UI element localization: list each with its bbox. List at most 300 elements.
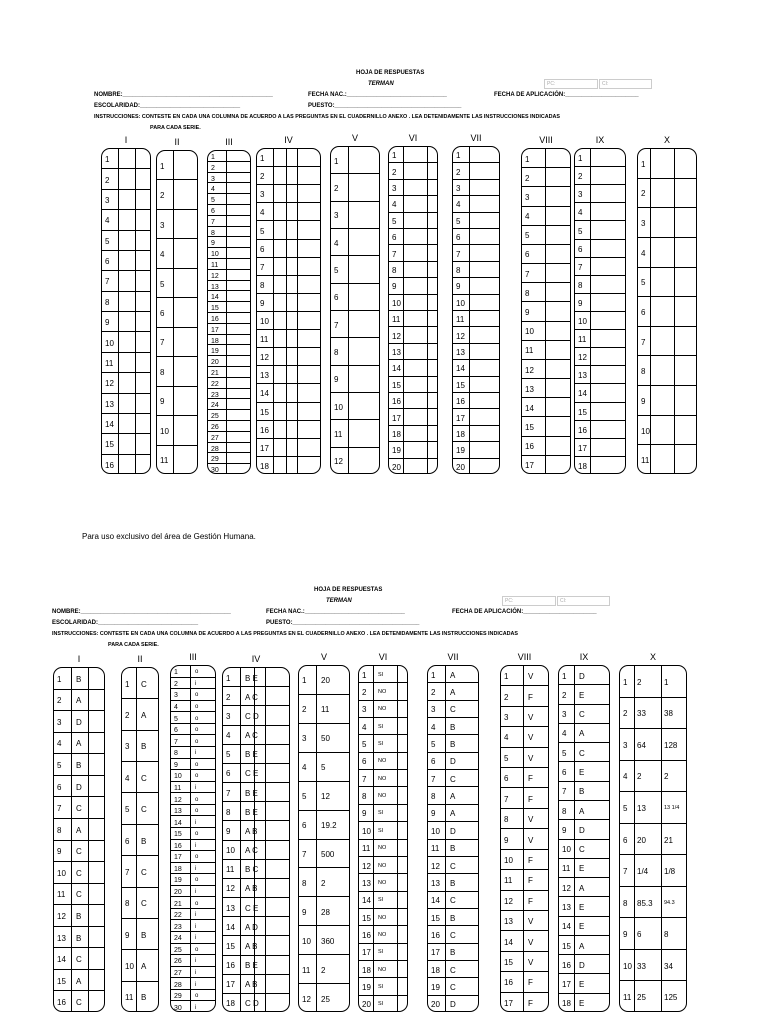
question-number: 1 <box>260 154 265 163</box>
answer-value: D <box>76 783 82 792</box>
question-number: 6 <box>504 774 509 783</box>
answer-value: C <box>141 868 147 877</box>
question-number: 16 <box>431 931 440 940</box>
question-number: 16 <box>504 978 513 987</box>
question-number: 10 <box>562 845 571 854</box>
question-number: 29 <box>174 993 182 1000</box>
question-number: 8 <box>125 899 130 908</box>
question-number: 7 <box>302 850 307 859</box>
question-number: 1 <box>641 160 646 169</box>
answer-row <box>559 916 609 917</box>
question-number: 13 <box>525 385 534 394</box>
answer-value: F <box>528 978 533 987</box>
question-number: 6 <box>125 837 130 846</box>
answer-value: E <box>579 691 585 700</box>
question-number: 6 <box>362 757 367 766</box>
series-label-VI: VI <box>378 652 388 662</box>
question-number: 1 <box>211 154 215 161</box>
question-number: 11 <box>105 359 114 368</box>
question-number: 20 <box>211 359 219 366</box>
question-number: 11 <box>226 865 235 874</box>
series-label-IX: IX <box>595 135 605 145</box>
question-number: 8 <box>504 815 509 824</box>
answer-value: NO <box>378 689 387 695</box>
answer-value: C E <box>245 904 259 913</box>
question-number: 21 <box>174 901 182 908</box>
question-number: 3 <box>641 219 646 228</box>
answer-value: D <box>450 757 456 766</box>
answer-row <box>122 730 158 731</box>
answer-value: NO <box>378 967 387 973</box>
answer-value: A <box>579 942 585 951</box>
answer-value: C <box>450 705 456 714</box>
question-number: 15 <box>392 381 401 390</box>
answer-row <box>428 700 478 701</box>
question-number: 19 <box>392 446 401 455</box>
answer-row <box>223 840 289 841</box>
answer-value: 34 <box>664 962 673 971</box>
instructions-text-cont: PARA CADA SERIE. <box>150 125 201 131</box>
answer-row <box>102 454 150 455</box>
question-number: 16 <box>211 316 219 323</box>
series-label-IV: IV <box>284 135 293 145</box>
question-number: 5 <box>641 278 646 287</box>
answer-value: B <box>450 844 456 853</box>
question-number: 2 <box>334 184 339 193</box>
question-number: 15 <box>211 305 219 312</box>
question-number: 23 <box>211 392 219 399</box>
answer-value: NO <box>378 706 387 712</box>
answer-value: V <box>528 836 534 845</box>
answer-value: C <box>579 710 585 719</box>
series-label-VIII: VIII <box>539 135 553 145</box>
question-number: 11 <box>623 993 632 1002</box>
answer-value: B E <box>245 808 258 817</box>
question-number: 14 <box>392 364 401 373</box>
question-number: 13 <box>211 284 219 291</box>
answer-row <box>54 840 104 841</box>
question-number: 14 <box>362 896 371 905</box>
question-number: 12 <box>431 862 440 871</box>
answer-row <box>54 883 104 884</box>
question-number: 4 <box>174 704 178 711</box>
name-field[interactable]: NOMBRE:_____________________________________________ <box>94 92 273 98</box>
internal-use-note: Para uso exclusivo del área de Gestión Humana. <box>82 532 256 541</box>
question-number: 3 <box>362 705 367 714</box>
question-number: 16 <box>260 426 269 435</box>
answer-row <box>171 885 215 886</box>
answer-row <box>428 734 478 735</box>
question-number: 9 <box>456 282 461 291</box>
question-number: 1 <box>334 157 339 166</box>
question-number: 16 <box>105 461 114 470</box>
answer-value: A <box>76 977 82 986</box>
answer-row <box>522 455 570 456</box>
answer-value: B E <box>245 674 258 683</box>
answer-value: A C <box>245 846 258 855</box>
answer-row <box>257 438 320 439</box>
answer-row <box>299 752 349 753</box>
question-number: 2 <box>456 168 461 177</box>
answer-value: 25 <box>321 995 330 1004</box>
position-field[interactable]: PUESTO:______________________________________ <box>266 620 420 626</box>
question-number: 12 <box>302 995 311 1004</box>
answer-value: E <box>579 768 585 777</box>
answer-row <box>54 818 104 819</box>
answer-row <box>428 839 478 840</box>
series-label-VII: VII <box>470 133 482 143</box>
answer-row <box>359 995 407 996</box>
answer-row <box>171 862 215 863</box>
question-number: 15 <box>362 914 371 923</box>
question-number: 2 <box>174 681 178 688</box>
answer-row <box>223 705 289 706</box>
answer-value: B E <box>245 750 258 759</box>
answer-value: C D <box>245 999 259 1008</box>
question-number: 6 <box>211 208 215 215</box>
ci-box[interactable]: CI: <box>557 596 610 606</box>
ci-box[interactable]: CI: <box>599 79 652 89</box>
answer-value: C D <box>245 712 259 721</box>
answer-value: B <box>450 740 456 749</box>
answer-row <box>559 877 609 878</box>
question-number: 24 <box>211 402 219 409</box>
answer-row <box>157 445 197 446</box>
question-number: 6 <box>334 293 339 302</box>
question-number: 1 <box>125 680 130 689</box>
answer-value: 2 <box>321 966 326 975</box>
question-number: 14 <box>174 820 182 827</box>
question-number: 12 <box>456 332 465 341</box>
position-field[interactable]: PUESTO:______________________________________ <box>308 103 462 109</box>
answer-value: 5 <box>321 763 326 772</box>
answer-value: B <box>450 914 456 923</box>
answer-value: i <box>195 958 197 964</box>
answer-value: 2 <box>664 772 669 781</box>
answer-row <box>54 926 104 927</box>
question-number: 17 <box>562 980 571 989</box>
question-number: 4 <box>105 216 110 225</box>
answer-row <box>171 781 215 782</box>
application-date-field[interactable]: FECHA DE APLICACIÓN:______________________ <box>452 609 597 615</box>
question-number: 9 <box>562 826 567 835</box>
question-number: 12 <box>226 884 235 893</box>
question-number: 30 <box>211 467 219 474</box>
question-number: 17 <box>578 444 587 453</box>
answer-row <box>620 917 686 918</box>
question-number: 3 <box>226 712 231 721</box>
answer-row <box>299 925 349 926</box>
question-number: 7 <box>362 775 367 784</box>
question-number: 2 <box>260 172 265 181</box>
question-number: 5 <box>525 231 530 240</box>
answer-value: B <box>450 723 456 732</box>
question-number: 7 <box>392 250 397 259</box>
question-number: 10 <box>525 327 534 336</box>
question-number: 14 <box>260 389 269 398</box>
answer-row <box>359 891 407 892</box>
name-field[interactable]: NOMBRE:_____________________________________________ <box>52 609 231 615</box>
question-number: 3 <box>211 176 215 183</box>
question-number: 5 <box>578 227 583 236</box>
answer-row <box>575 420 625 421</box>
question-number: 12 <box>562 884 571 893</box>
question-number: 2 <box>578 172 583 181</box>
answer-row <box>501 951 548 952</box>
question-number: 6 <box>525 250 530 259</box>
answer-row <box>501 849 548 850</box>
question-number: 4 <box>431 723 436 732</box>
answer-value: C <box>76 955 82 964</box>
answer-value: NO <box>378 776 387 782</box>
question-number: 14 <box>431 896 440 905</box>
answer-row <box>559 781 609 782</box>
answer-row <box>331 447 379 448</box>
answer-row <box>54 775 104 776</box>
question-number: 12 <box>334 457 343 466</box>
question-number: 20 <box>431 1000 440 1009</box>
question-number: 8 <box>334 348 339 357</box>
series-label-I: I <box>124 135 128 145</box>
question-number: 5 <box>362 740 367 749</box>
question-number: 10 <box>578 317 587 326</box>
answer-row <box>389 425 437 426</box>
question-number: 5 <box>105 237 110 246</box>
question-number: 5 <box>125 805 130 814</box>
answer-row <box>501 767 548 768</box>
question-number: 5 <box>260 227 265 236</box>
question-number: 13 <box>362 879 371 888</box>
question-number: 2 <box>362 688 367 697</box>
answer-row <box>359 908 407 909</box>
education-field[interactable]: ESCOLARIDAD:______________________________ <box>94 103 241 109</box>
question-number: 23 <box>174 924 182 931</box>
question-number: 9 <box>260 299 265 308</box>
answer-value: o <box>195 669 199 675</box>
answer-value: 2 <box>637 678 642 687</box>
answer-value: 1/4 <box>637 867 649 876</box>
answer-row <box>122 792 158 793</box>
answer-row <box>54 796 104 797</box>
question-number: 11 <box>456 315 465 324</box>
question-number: 14 <box>226 923 235 932</box>
answer-row <box>428 908 478 909</box>
question-number: 9 <box>431 809 436 818</box>
question-number: 10 <box>362 827 371 836</box>
answer-row <box>223 820 289 821</box>
question-number: 6 <box>226 769 231 778</box>
answer-value: NO <box>378 845 387 851</box>
question-number: 4 <box>578 208 583 217</box>
answer-value: 11 <box>321 705 330 714</box>
question-number: 5 <box>302 792 307 801</box>
question-number: 10 <box>504 856 513 865</box>
answer-row <box>223 955 289 956</box>
question-number: 2 <box>562 691 567 700</box>
question-number: 11 <box>525 346 534 355</box>
series-label-IX: IX <box>579 652 589 662</box>
question-number: 10 <box>334 403 343 412</box>
question-number: 2 <box>525 174 530 183</box>
answer-row <box>501 930 548 931</box>
answer-row <box>559 858 609 859</box>
answer-row <box>559 684 609 685</box>
question-number: 13 <box>105 400 114 409</box>
answer-value: o <box>195 993 199 999</box>
answer-value: B <box>76 675 82 684</box>
question-number: 13 <box>392 348 401 357</box>
series-column-III <box>170 665 216 1012</box>
question-number: 3 <box>125 742 130 751</box>
question-number: 27 <box>211 435 219 442</box>
question-number: 4 <box>623 772 628 781</box>
answer-row <box>559 993 609 994</box>
answer-value: B <box>579 787 585 796</box>
question-number: 7 <box>431 775 436 784</box>
question-number: 10 <box>302 937 311 946</box>
question-number: 15 <box>578 408 587 417</box>
answer-value: A B <box>245 980 258 989</box>
answer-row <box>501 971 548 972</box>
question-number: 10 <box>641 427 650 436</box>
question-number: 4 <box>302 763 307 772</box>
question-number: 6 <box>160 309 165 318</box>
pc-box[interactable]: PC: <box>544 79 598 89</box>
series-column-VIII <box>500 665 549 1012</box>
answer-value: F <box>528 693 533 702</box>
education-field[interactable]: ESCOLARIDAD:______________________________ <box>52 620 199 626</box>
answer-value: SI <box>378 724 384 730</box>
answer-value: o <box>195 854 199 860</box>
question-number: 6 <box>105 257 110 266</box>
question-number: 13 <box>578 371 587 380</box>
pc-box[interactable]: PC: <box>502 596 556 606</box>
question-number: 7 <box>105 277 110 286</box>
question-number: 3 <box>525 193 530 202</box>
question-number: 6 <box>57 783 62 792</box>
question-number: 7 <box>226 789 231 798</box>
answer-value: SI <box>378 741 384 747</box>
answer-row <box>501 992 548 993</box>
answer-row <box>559 973 609 974</box>
question-number: 1 <box>431 671 436 680</box>
application-date-field[interactable]: FECHA DE APLICACIÓN:______________________ <box>494 92 639 98</box>
answer-value: 6 <box>637 930 642 939</box>
question-number: 15 <box>504 958 513 967</box>
answer-value: V <box>528 958 534 967</box>
question-number: 15 <box>260 408 269 417</box>
question-number: 7 <box>260 263 265 272</box>
answer-value: E <box>579 864 585 873</box>
question-number: 18 <box>260 462 269 471</box>
question-number: 13 <box>174 808 182 815</box>
answer-row <box>359 839 407 840</box>
answer-row <box>559 704 609 705</box>
series-column-II <box>121 667 159 1012</box>
answer-row <box>299 694 349 695</box>
birthdate-field[interactable]: FECHA NAC.:______________________________ <box>266 609 405 615</box>
question-number: 17 <box>174 854 182 861</box>
answer-row <box>54 689 104 690</box>
answer-row <box>620 728 686 729</box>
answer-row <box>428 821 478 822</box>
series-label-II: II <box>174 137 180 147</box>
question-number: 11 <box>211 262 219 269</box>
series-label-X: X <box>663 135 670 145</box>
answer-value: o <box>195 692 199 698</box>
instructions-text: INSTRUCCIONES: CONTESTE EN CADA UNA COLUMNA DE ACUERDO A LAS PREGUNTAS EN EL CUADERNILLO ANEXO . LEA DETENIDAMENTE LAS INSTRUCCIONES INDICADAS <box>52 631 519 637</box>
series-column-I <box>53 667 105 1012</box>
answer-value: B <box>141 931 147 940</box>
question-number: 17 <box>431 948 440 957</box>
question-number: 8 <box>226 808 231 817</box>
answer-value: NO <box>378 880 387 886</box>
question-number: 16 <box>456 397 465 406</box>
question-number: 19 <box>456 446 465 455</box>
answer-value: D <box>579 826 585 835</box>
answer-value: i <box>195 912 197 918</box>
answer-row <box>428 752 478 753</box>
question-number: 8 <box>302 879 307 888</box>
series-column-X <box>619 665 687 1012</box>
answer-value: A <box>76 826 82 835</box>
question-number: 5 <box>392 217 397 226</box>
answer-row <box>453 441 499 442</box>
question-number: 14 <box>578 389 587 398</box>
question-number: 5 <box>211 197 215 204</box>
question-number: 5 <box>431 740 436 749</box>
answer-value: 2 <box>637 772 642 781</box>
answer-value: B E <box>245 961 258 970</box>
question-number: 16 <box>226 961 235 970</box>
answer-row <box>638 444 696 445</box>
question-number: 25 <box>211 413 219 420</box>
question-number: 14 <box>211 294 219 301</box>
question-number: 1 <box>160 162 165 171</box>
series-column-VI <box>358 665 408 1012</box>
birthdate-field[interactable]: FECHA NAC.:______________________________ <box>308 92 447 98</box>
question-number: 8 <box>392 266 397 275</box>
answer-value: A <box>579 884 585 893</box>
answer-value: V <box>528 917 534 926</box>
answer-value: A B <box>245 942 258 951</box>
question-number: 12 <box>578 353 587 362</box>
question-number: 9 <box>392 282 397 291</box>
question-number: 10 <box>105 339 114 348</box>
answer-value: i <box>195 681 197 687</box>
answer-value: V <box>528 815 534 824</box>
question-number: 14 <box>456 364 465 373</box>
answer-value: C <box>76 890 82 899</box>
question-number: 19 <box>174 877 182 884</box>
question-number: 1 <box>562 672 567 681</box>
column-divider <box>634 666 635 1011</box>
question-number: 12 <box>57 912 66 921</box>
series-label-III: III <box>225 137 233 147</box>
answer-value: 2 <box>321 879 326 888</box>
answer-value: o <box>195 727 199 733</box>
question-number: 16 <box>392 397 401 406</box>
answer-row <box>359 943 407 944</box>
answer-value: B <box>450 948 456 957</box>
answer-value: C <box>76 869 82 878</box>
answer-row <box>122 761 158 762</box>
answer-value: 1 <box>664 678 669 687</box>
question-number: 11 <box>562 864 571 873</box>
column-divider <box>136 668 137 1011</box>
question-number: 11 <box>362 844 371 853</box>
answer-row <box>428 891 478 892</box>
